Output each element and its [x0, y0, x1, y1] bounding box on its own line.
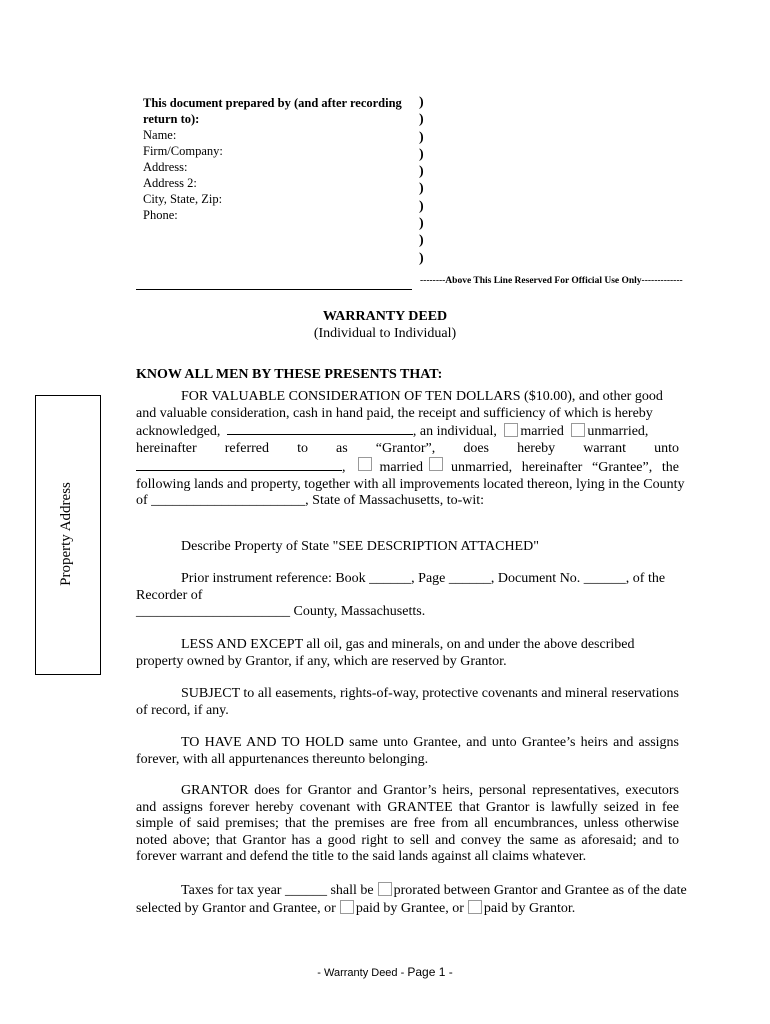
consideration-line-1: FOR VALUABLE CONSIDERATION OF TEN DOLLARS ($10.00), and other good	[181, 389, 663, 404]
grantor-unmarried-label: unmarried,	[587, 424, 649, 439]
address-field-label: Address:	[143, 160, 188, 174]
tax-paid-by-grantee-checkbox[interactable]	[340, 900, 354, 914]
grantor-married-checkbox[interactable]	[504, 423, 518, 437]
an-individual-text: , an individual,	[412, 424, 497, 439]
grantor-name-blank[interactable]	[227, 422, 413, 435]
consideration-paragraph	[136, 389, 685, 510]
prior-line-3: ______________________ County, Massachusetts.	[136, 604, 426, 619]
describe-property: Describe Property of State "SEE DESCRIPTION ATTACHED"	[181, 539, 539, 554]
paren-column: ) ) ) ) ) ) ) ) ) )	[419, 95, 424, 266]
taxes-text-a: Taxes for tax year ______ shall be	[181, 883, 374, 898]
taxes-text-b: prorated between Grantor and Grantee as of the date	[393, 883, 687, 898]
word-referred: referred	[224, 440, 269, 456]
firm-field-label: Firm/Company:	[143, 144, 223, 158]
word-unto: unto	[654, 440, 679, 456]
grantee-name-blank[interactable]	[136, 458, 342, 471]
grantor-unmarried-checkbox[interactable]	[571, 423, 585, 437]
property-address-label: Property Address	[58, 482, 74, 586]
prior-line-1: Prior instrument reference: Book ______, Page ______, Document No. ______, of the	[181, 571, 666, 586]
return-to-label: return to):	[143, 112, 200, 126]
document-title: WARRANTY DEED	[322, 309, 448, 324]
word-to: to	[297, 440, 308, 456]
subject-paragraph: SUBJECT to all easements, rights-of-way, protective covenants and mineral reservations of record, if any.	[136, 686, 679, 718]
tax-prorated-checkbox[interactable]	[378, 882, 392, 896]
taxes-paragraph	[136, 882, 687, 917]
consideration-line-6: following lands and property, together with all improvements located thereon, lying in the County	[136, 476, 685, 492]
page-footer	[0, 965, 770, 979]
name-field-label: Name:	[143, 128, 177, 142]
property-address-box[interactable]	[35, 395, 101, 675]
word-hereinafter: hereinafter	[136, 440, 197, 456]
consideration-line-5	[136, 457, 679, 477]
prepared-by-label: This document prepared by (and after recording	[143, 96, 402, 110]
word-grantor: “Grantor”,	[375, 440, 436, 456]
preparer-block	[143, 95, 413, 223]
less-except-paragraph: LESS AND EXCEPT all oil, gas and minerals, on and under the above described property owned by Grantor, if any, which are reserved by Grantor.	[136, 637, 635, 669]
grantee-married-checkbox[interactable]	[358, 457, 372, 471]
document-subtitle: (Individual to Individual)	[313, 326, 457, 341]
official-use-note: --------Above This Line Reserved For Official Use Only-------------	[420, 276, 683, 286]
prior-line-2: Recorder of	[136, 587, 203, 603]
city-state-zip-field-label: City, State, Zip:	[143, 192, 223, 206]
know-all-heading: KNOW ALL MEN BY THESE PRESENTS THAT:	[136, 367, 443, 382]
word-warrant: warrant	[583, 440, 627, 456]
prior-instrument-paragraph	[136, 571, 679, 621]
grantee-unmarried-checkbox[interactable]	[429, 457, 443, 471]
word-as: as	[336, 440, 348, 456]
word-hereby: hereby	[517, 440, 556, 456]
footer-doc-name: - Warranty Deed -	[317, 967, 405, 979]
consideration-line-7: of ______________________, State of Massachusetts, to-wit:	[136, 493, 485, 508]
taxes-text-e: paid by Grantor.	[483, 900, 576, 916]
consideration-line-2: and valuable consideration, cash in hand paid, the receipt and sufficiency of which is hereby	[136, 405, 653, 421]
taxes-line-2	[136, 900, 679, 918]
phone-field-label: Phone:	[143, 208, 178, 222]
acknowledged-text: acknowledged,	[136, 424, 221, 439]
tax-paid-by-grantor-checkbox[interactable]	[468, 900, 482, 914]
consideration-line-3	[136, 422, 679, 441]
grantee-married-label: married	[379, 460, 424, 475]
taxes-line-1	[136, 882, 687, 900]
recording-rule	[136, 289, 412, 290]
word-does: does	[463, 440, 490, 456]
grantee-comma: ,	[342, 460, 346, 475]
address2-field-label: Address 2:	[143, 176, 197, 190]
taxes-text-d: paid by Grantee, or	[355, 900, 464, 916]
footer-page-number: Page 1 -	[407, 965, 453, 979]
grantee-unmarried-label: unmarried, hereinafter “Grantee”, the	[451, 460, 679, 475]
covenant-paragraph: GRANTOR does for Grantor and Grantor’s heirs, personal representatives, executors and assigns forever hereby covenant with GRANTEE that Grantor is lawfully seized in fee simple of said premises; that the premises are free from all encumbrances, unless otherwise noted above; that Grantor has a good right to sell and convey the same as aforesaid; and to forever warrant and defend the title to the said lands against all claims whatever.	[136, 783, 679, 864]
grantor-married-label: married	[520, 424, 564, 439]
habendum-paragraph: TO HAVE AND TO HOLD same unto Grantee, and unto Grantee’s heirs and assigns forever, with all appurtenances thereunto belonging.	[136, 735, 679, 767]
consideration-line-4	[136, 441, 679, 458]
taxes-text-c: selected by Grantor and Grantee, or	[136, 900, 336, 916]
